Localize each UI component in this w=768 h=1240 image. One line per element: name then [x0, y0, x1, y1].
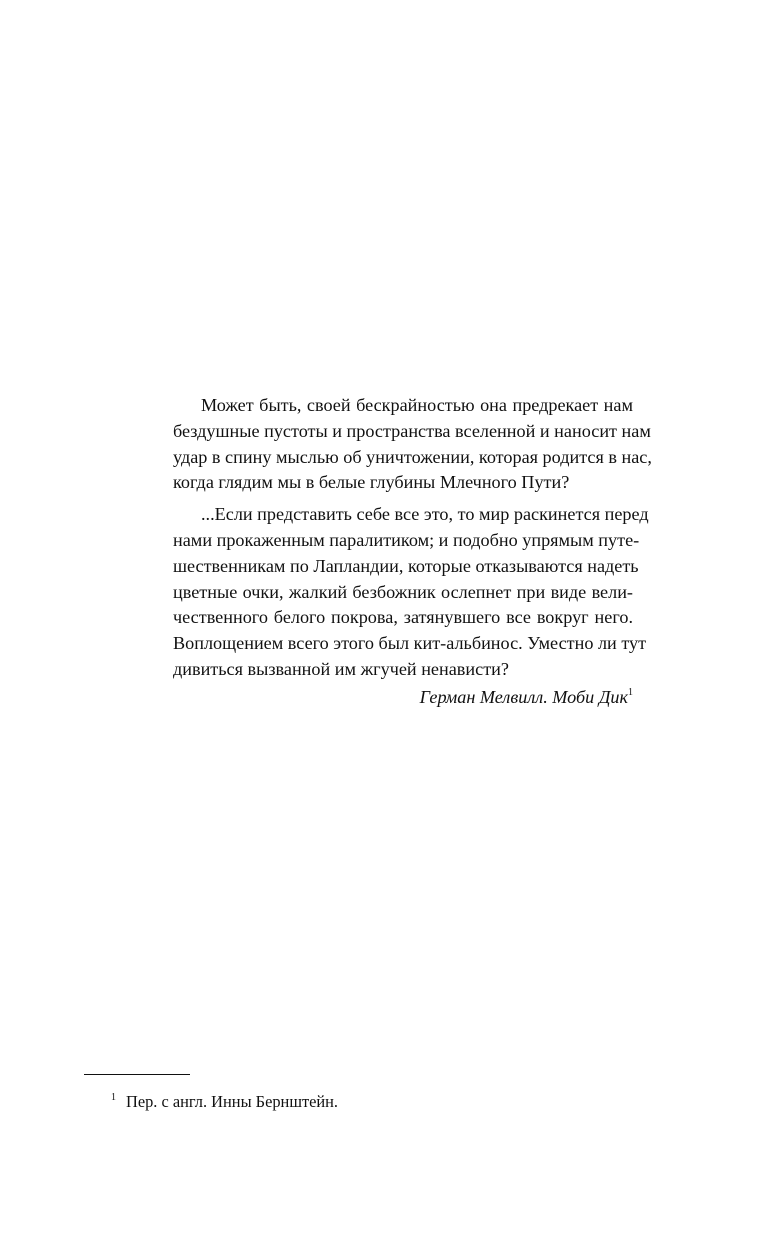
text-line: Воплощением всего этого был кит-альбинос. Уместно ли тут [173, 633, 647, 654]
footnote-reference[interactable]: 1 [628, 686, 633, 698]
epigraph [145, 393, 652, 711]
text-line: бездушные пустоты и пространства вселенной и наносит нам [173, 420, 651, 441]
text-line: удар в спину мыслью об уничтожении, которая родится в нас, [173, 446, 652, 467]
attribution-text: Герман Мелвилл. Моби Дик [419, 686, 628, 707]
footnote-marker: 1 [111, 1092, 116, 1103]
epigraph-paragraph-1 [145, 393, 652, 496]
text-line: чественного белого покрова, затянувшего все вокруг него. [173, 607, 633, 628]
text-line: когда глядим мы в белые глубины Млечного Пути? [173, 472, 570, 493]
footnote-text: Пер. с англ. Инны Бернштейн. [126, 1092, 339, 1111]
text-line: шественникам по Лапландии, которые отказываются надеть [173, 555, 639, 576]
text-line: ...Если представить себе все это, то мир раскинется перед [201, 504, 649, 525]
epigraph-paragraph-2 [145, 502, 649, 683]
text-line: цветные очки, жалкий безбожник ослепнет при виде вели- [173, 581, 633, 602]
footnote [111, 1087, 338, 1113]
footnote-divider [84, 1074, 190, 1075]
text-line: Может быть, своей бескрайностью она предрекает нам [201, 395, 633, 415]
text-line: дивиться вызванной им жгучей ненависти? [173, 658, 509, 679]
text-line: нами прокаженным паралитиком; и подобно упрямым путе- [173, 529, 640, 550]
epigraph-attribution [145, 685, 633, 711]
